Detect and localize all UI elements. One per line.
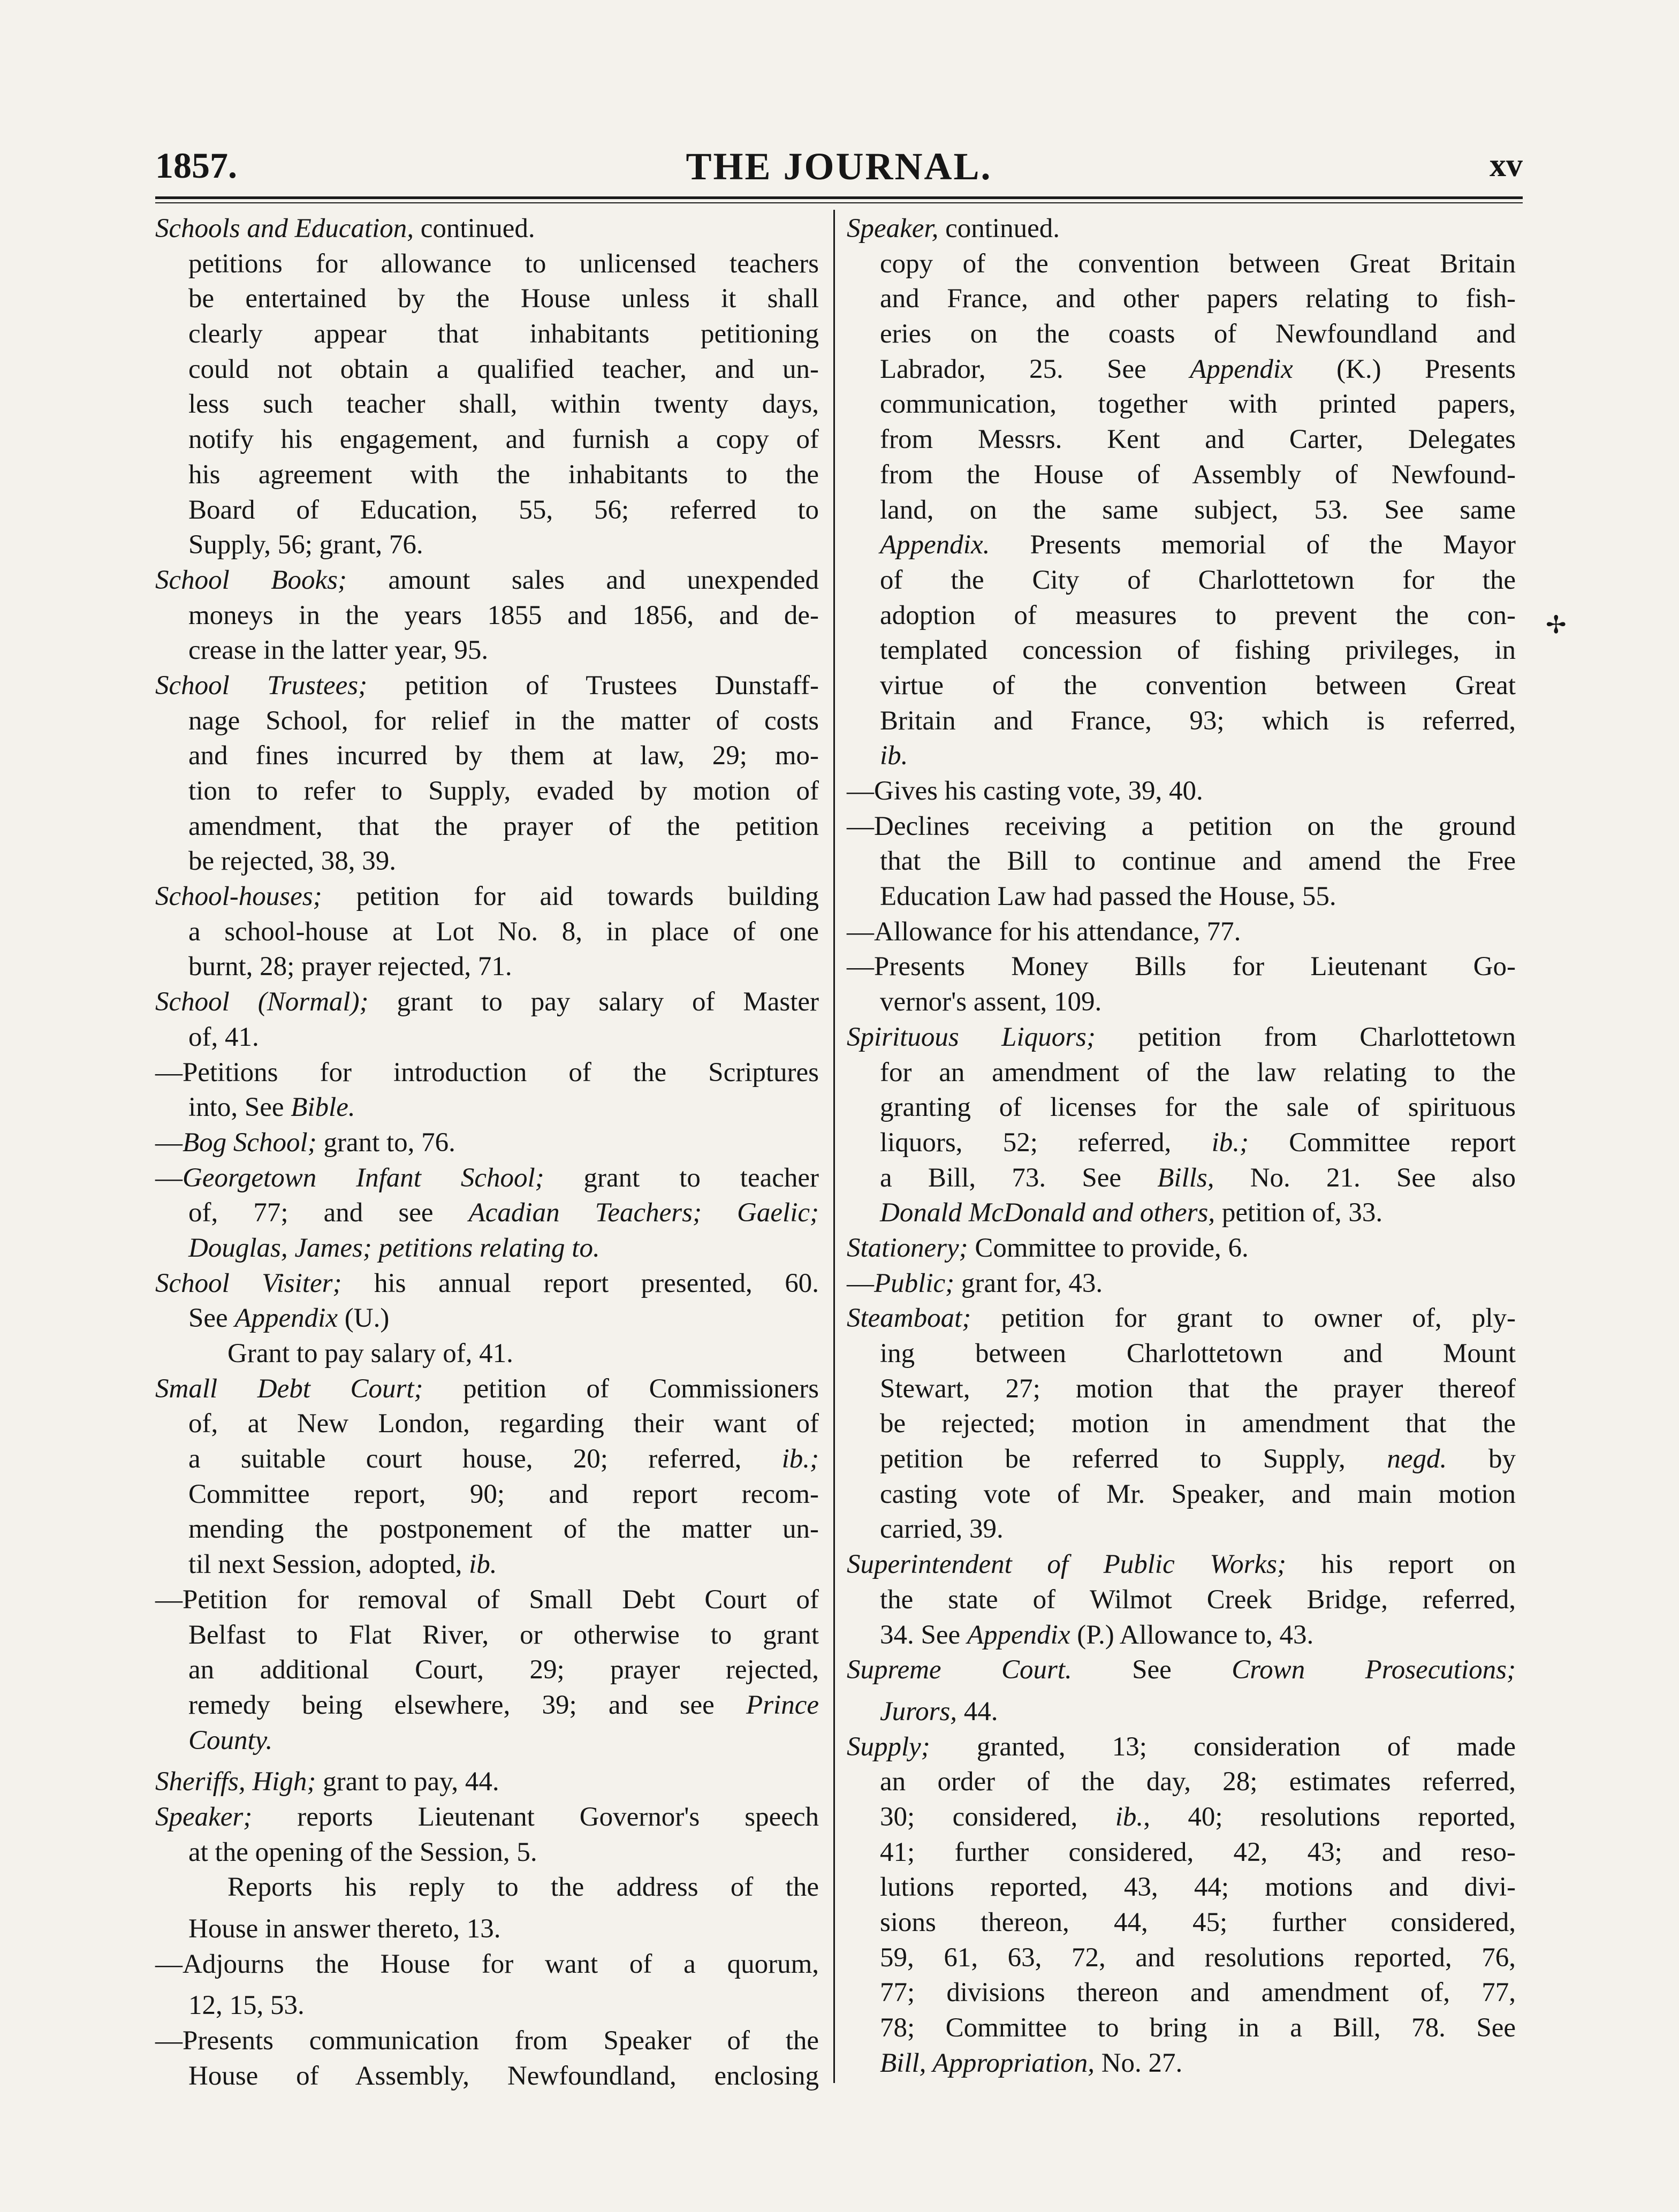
index-line: less such teacher shall, within twenty days, [188,389,819,420]
index-line: that the Bill to continue and amend the Free [880,846,1516,877]
index-line: granting of licenses for the sale of spirituous [880,1092,1516,1123]
index-line: nage School, for relief in the matter of costs [188,705,819,736]
index-line: Douglas, James; petitions relating to. [188,1233,600,1263]
index-line: a school-house at Lot No. 8, in place of one [188,916,819,947]
index-line: moneys in the years 1855 and 1856, and de- [188,600,819,630]
index-line: School-houses; petition for aid towards building [155,881,819,912]
index-line: and France, and other papers relating to fish- [880,284,1516,314]
index-line: of, 77; and see Acadian Teachers; Gaelic; [188,1198,819,1228]
index-line: into, See Bible. [188,1092,355,1123]
index-line: a Bill, 73. See Bills, No. 21. See also [880,1162,1516,1193]
index-line: Small Debt Court; petition of Commissioners [155,1373,819,1404]
index-line: mending the postponement of the matter un- [188,1514,819,1545]
index-line: virtue of the convention between Great [880,670,1516,701]
index-line: Donald McDonald and others, petition of, 33. [880,1198,1383,1228]
index-line: could not obtain a qualified teacher, and un- [188,354,819,384]
index-line: 34. See Appendix (P.) Allowance to, 43. [880,1620,1314,1650]
index-line: —Presents communication from Speaker of the [155,2026,819,2056]
left-column [155,211,819,2094]
index-line: til next Session, adopted, ib. [188,1549,497,1580]
index-line: be rejected, 38, 39. [188,846,397,877]
index-line: an additional Court, 29; prayer rejected, [188,1655,819,1685]
index-line: —Allowance for his attendance, 77. [847,916,1241,947]
index-line: Grant to pay salary of, 41. [227,1339,513,1369]
index-line: Supreme Court. See Crown Prosecutions; [847,1655,1516,1685]
right-column [847,211,1516,2081]
index-line: liquors, 52; referred, ib.; Committee report [880,1127,1516,1158]
index-line: copy of the convention between Great Britain [880,248,1516,279]
index-line: School Books; amount sales and unexpended [155,565,819,595]
index-line: of, at New London, regarding their want of [188,1409,819,1439]
index-line: Speaker; reports Lieutenant Governor's speech [155,1801,819,1832]
index-line: at the opening of the Session, 5. [188,1837,537,1867]
index-line: from Messrs. Kent and Carter, Delegates [880,424,1516,455]
index-line: an order of the day, 28; estimates referred, [880,1767,1516,1797]
index-line: 78; Committee to bring in a Bill, 78. See [880,2013,1516,2043]
index-line: templated concession of fishing privileges, in [880,635,1516,666]
index-line: adoption of measures to prevent the con- [880,600,1516,630]
index-line: Board of Education, 55, 56; referred to [188,495,819,525]
index-line: clearly appear that inhabitants petitioning [188,319,819,349]
index-line: for an amendment of the law relating to the [880,1057,1516,1088]
index-line: notify his engagement, and furnish a copy of [188,424,819,455]
index-line: Stewart, 27; motion that the prayer thereof [880,1373,1516,1404]
index-line: Superintendent of Public Works; his report on [847,1549,1516,1580]
index-line: —Public; grant for, 43. [847,1268,1103,1298]
header-page-number: xv [1490,147,1523,184]
index-line: communication, together with printed papers, [880,389,1516,420]
index-line: casting vote of Mr. Speaker, and main motion [880,1479,1516,1509]
index-line: —Adjourns the House for want of a quorum, [155,1949,819,1979]
index-line: ing between Charlottetown and Mount [880,1339,1516,1369]
index-line: House of Assembly, Newfoundland, enclosing [188,2061,819,2091]
index-line: School (Normal); grant to pay salary of Master [155,987,819,1017]
index-line: tion to refer to Supply, evaded by motion of [188,776,819,806]
index-line: —Declines receiving a petition on the ground [847,811,1516,841]
index-line: remedy being elsewhere, 39; and see Prince [188,1690,819,1720]
index-line: the state of Wilmot Creek Bridge, referred, [880,1584,1516,1615]
index-line: Belfast to Flat River, or otherwise to grant [188,1620,819,1650]
header-year: 1857. [155,145,237,186]
index-line: Bill, Appropriation, No. 27. [880,2048,1183,2078]
index-line: eries on the coasts of Newfoundland and [880,319,1516,349]
index-line: lutions reported, 43, 44; motions and divi- [880,1872,1516,1903]
column-divider [833,210,835,2083]
index-line: Labrador, 25. See Appendix (K.) Presents [880,354,1516,384]
index-line: of the City of Charlottetown for the [880,565,1516,595]
index-line: Committee report, 90; and report recom- [188,1479,819,1509]
index-line: vernor's assent, 109. [880,987,1102,1017]
index-line: amendment, that the prayer of the petition [188,811,819,841]
index-line: 41; further considered, 42, 43; and reso- [880,1837,1516,1867]
index-line: Britain and France, 93; which is referred, [880,705,1516,736]
page-header [155,145,1523,187]
header-rule-thin [155,202,1523,203]
index-line: Supply; granted, 13; consideration of made [847,1731,1516,1762]
index-line: burnt, 28; prayer rejected, 71. [188,952,512,982]
index-line: from the House of Assembly of Newfound- [880,459,1516,490]
index-line: Stationery; Committee to provide, 6. [847,1233,1249,1263]
index-line: and fines incurred by them at law, 29; mo- [188,741,819,771]
index-line: —Gives his casting vote, 39, 40. [847,776,1203,806]
index-line: 12, 15, 53. [188,1990,305,2021]
index-line: 59, 61, 63, 72, and resolutions reported, 76, [880,1942,1516,1973]
index-line: be entertained by the House unless it shall [188,284,819,314]
index-line: School Visiter; his annual report presented, 60. [155,1268,819,1298]
index-line: his agreement with the inhabitants to the [188,459,819,490]
index-line: —Bog School; grant to, 76. [155,1127,455,1158]
header-title: THE JOURNAL. [686,145,992,188]
index-line: Schools and Education, continued. [155,214,535,244]
index-line: Reports his reply to the address of the [227,1872,819,1903]
index-line: Sheriffs, High; grant to pay, 44. [155,1767,499,1797]
index-line: Appendix. Presents memorial of the Mayor [880,530,1516,560]
index-line: carried, 39. [880,1514,1004,1545]
index-line: of, 41. [188,1022,259,1052]
index-line: Steamboat; petition for grant to owner of, ply- [847,1303,1516,1334]
index-line: —Presents Money Bills for Lieutenant Go- [847,952,1516,982]
index-line: 30; considered, ib., 40; resolutions reported, [880,1801,1516,1832]
index-line: House in answer thereto, 13. [188,1914,501,1944]
index-line: Jurors, 44. [880,1696,998,1727]
index-line: County. [188,1725,273,1755]
index-line: Speaker, continued. [847,214,1060,244]
index-line: be rejected; motion in amendment that the [880,1409,1516,1439]
index-line: 77; divisions thereon and amendment of, 77, [880,1978,1516,2008]
index-line: School Trustees; petition of Trustees Dunstaff- [155,670,819,701]
index-line: petitions for allowance to unlicensed teachers [188,248,819,279]
margin-mark-icon: ✢ [1546,611,1567,638]
index-line: petition be referred to Supply, negd. by [880,1444,1516,1474]
header-rule-thick [155,196,1523,199]
index-line: —Petitions for introduction of the Scriptures [155,1057,819,1088]
index-line: crease in the latter year, 95. [188,635,489,666]
index-line: Supply, 56; grant, 76. [188,530,423,560]
index-line: Spirituous Liquors; petition from Charlottetown [847,1022,1516,1052]
index-line: —Petition for removal of Small Debt Court of [155,1584,819,1615]
index-line: land, on the same subject, 53. See same [880,495,1516,525]
index-line: Education Law had passed the House, 55. [880,881,1336,912]
index-line: sions thereon, 44, 45; further considered, [880,1907,1516,1937]
index-line: See Appendix (U.) [188,1303,390,1334]
index-line: a suitable court house, 20; referred, ib.; [188,1444,819,1474]
index-line: —Georgetown Infant School; grant to teacher [155,1162,819,1193]
index-line: ib. [880,741,908,771]
